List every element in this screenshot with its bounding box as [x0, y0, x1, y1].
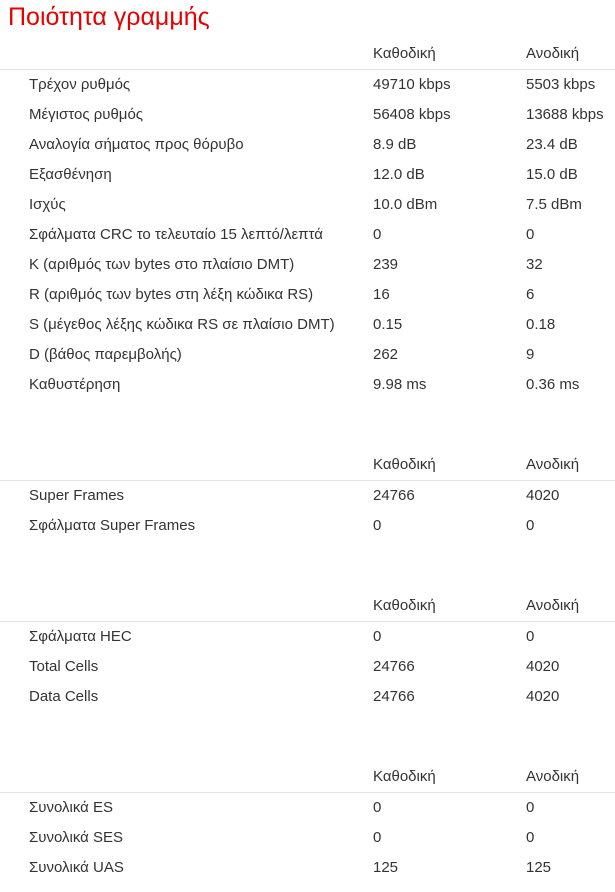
- row-label: Καθυστέρηση: [29, 376, 121, 393]
- upstream-value: 7.5 dBm: [526, 196, 582, 213]
- upstream-value: 0.36 ms: [526, 376, 580, 393]
- cells-table: [0, 592, 615, 712]
- table-row: [0, 652, 615, 682]
- row-label: Σφάλματα HEC: [29, 628, 132, 645]
- downstream-value: 0: [373, 628, 382, 645]
- downstream-value: 56408 kbps: [373, 106, 451, 123]
- upstream-value: 6: [526, 286, 535, 303]
- upstream-value: 0: [526, 799, 535, 816]
- downstream-value: 24766: [373, 658, 415, 675]
- downstream-value: 16: [373, 286, 390, 303]
- super-frames-table: [0, 451, 615, 541]
- table-row: [0, 160, 615, 190]
- upstream-value: 125: [526, 859, 552, 876]
- upstream-value: 5503 kbps: [526, 76, 596, 93]
- row-label: Τρέχον ρυθμός: [29, 76, 131, 93]
- downstream-value: 0: [373, 829, 382, 846]
- table-row: [0, 370, 615, 400]
- upstream-value: 0: [526, 829, 535, 846]
- row-label: Σφάλματα Super Frames: [29, 517, 196, 534]
- column-header-downstream: Καθοδική: [373, 597, 436, 614]
- downstream-value: 10.0 dBm: [373, 196, 438, 213]
- downstream-value: 0: [373, 226, 382, 243]
- table-row: [0, 70, 615, 100]
- table-row: [0, 220, 615, 250]
- row-label: Εξασθένηση: [29, 166, 112, 183]
- column-header-downstream: Καθοδική: [373, 45, 436, 62]
- row-label: Super Frames: [29, 487, 125, 504]
- table-row: [0, 511, 615, 541]
- table-row: [0, 280, 615, 310]
- row-label: S (μέγεθος λέξης κώδικα RS σε πλαίσιο DMT): [29, 316, 335, 333]
- downstream-value: 239: [373, 256, 399, 273]
- table-row: [0, 823, 615, 853]
- downstream-value: 262: [373, 346, 399, 363]
- upstream-value: 4020: [526, 688, 560, 705]
- table-row: [0, 190, 615, 220]
- table-row: [0, 793, 615, 823]
- downstream-value: 0: [373, 799, 382, 816]
- table-row: [0, 100, 615, 130]
- row-label: R (αριθμός των bytes στη λέξη κώδικα RS): [29, 286, 314, 303]
- row-label: Ισχύς: [29, 196, 66, 213]
- table-header: [0, 451, 615, 481]
- row-label: D (βάθος παρεμβολής): [29, 346, 182, 363]
- downstream-value: 24766: [373, 688, 415, 705]
- table-header: [0, 40, 615, 70]
- table-row: [0, 622, 615, 652]
- table-row: [0, 682, 615, 712]
- row-label: Συνολικά SES: [29, 829, 124, 846]
- table-header: [0, 592, 615, 622]
- column-header-upstream: Ανοδική: [526, 597, 580, 614]
- table-row: [0, 340, 615, 370]
- table-row: [0, 250, 615, 280]
- upstream-value: 0: [526, 517, 535, 534]
- upstream-value: 23.4 dB: [526, 136, 578, 153]
- column-header-upstream: Ανοδική: [526, 45, 580, 62]
- row-label: Data Cells: [29, 688, 99, 705]
- column-header-upstream: Ανοδική: [526, 768, 580, 785]
- table-header: [0, 763, 615, 793]
- downstream-value: 8.9 dB: [373, 136, 417, 153]
- downstream-value: 9.98 ms: [373, 376, 427, 393]
- page-title: Ποιότητα γραμμής: [8, 3, 210, 31]
- upstream-value: 4020: [526, 487, 560, 504]
- upstream-value: 9: [526, 346, 535, 363]
- upstream-value: 32: [526, 256, 543, 273]
- upstream-value: 0: [526, 226, 535, 243]
- line-quality-table: [0, 40, 615, 400]
- downstream-value: 0: [373, 517, 382, 534]
- downstream-value: 49710 kbps: [373, 76, 451, 93]
- row-label: K (αριθμός των bytes στο πλαίσιο DMT): [29, 256, 295, 273]
- column-header-upstream: Ανοδική: [526, 456, 580, 473]
- column-header-downstream: Καθοδική: [373, 456, 436, 473]
- row-label: Μέγιστος ρυθμός: [29, 106, 144, 123]
- downstream-value: 12.0 dB: [373, 166, 425, 183]
- row-label: Αναλογία σήματος προς θόρυβο: [29, 136, 244, 153]
- upstream-value: 0.18: [526, 316, 556, 333]
- downstream-value: 24766: [373, 487, 415, 504]
- table-row: [0, 310, 615, 340]
- upstream-value: 15.0 dB: [526, 166, 578, 183]
- upstream-value: 13688 kbps: [526, 106, 604, 123]
- row-label: Συνολικά ES: [29, 799, 114, 816]
- row-label: Συνολικά UAS: [29, 859, 124, 876]
- column-header-downstream: Καθοδική: [373, 768, 436, 785]
- table-row: [0, 130, 615, 160]
- upstream-value: 0: [526, 628, 535, 645]
- table-row: [0, 853, 615, 883]
- table-row: [0, 481, 615, 511]
- row-label: Total Cells: [29, 658, 99, 675]
- downstream-value: 125: [373, 859, 399, 876]
- downstream-value: 0.15: [373, 316, 403, 333]
- row-label: Σφάλματα CRC το τελευταίο 15 λεπτό/λεπτά: [29, 226, 323, 243]
- upstream-value: 4020: [526, 658, 560, 675]
- errors-table: [0, 763, 615, 883]
